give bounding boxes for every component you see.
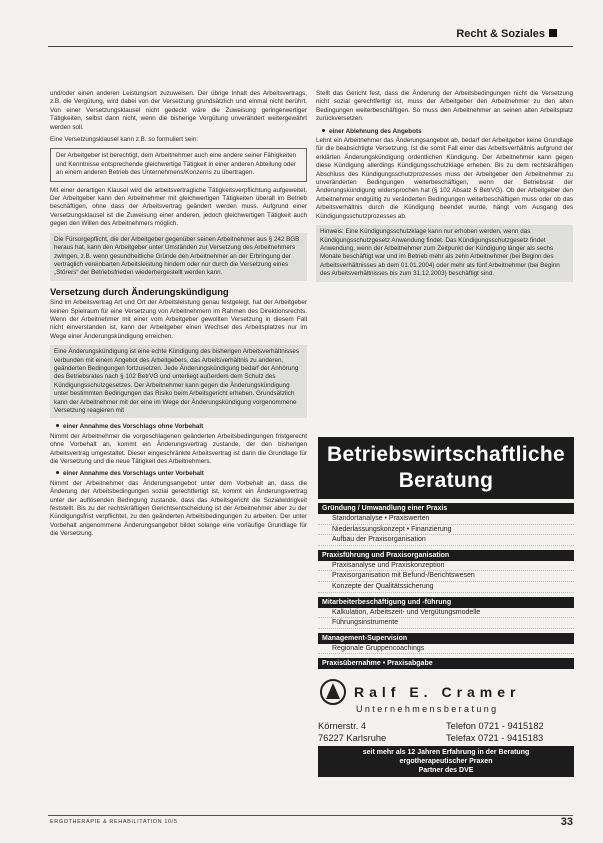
ad-item: Praxisanalyse und Praxiskonzeption xyxy=(318,561,574,572)
ad-item: Praxisorganisation mit Befund-/Berichtswesen xyxy=(318,571,574,582)
paragraph: Eine Versetzungsklausel kann z.B. so formuliert sein: xyxy=(50,136,199,144)
address-city: 76227 Karlsruhe xyxy=(318,733,387,744)
ad-section-heading: Praxisführung und Praxisorganisation xyxy=(318,550,574,561)
ad-item: Führungsinstrumente xyxy=(318,618,574,629)
ad-section xyxy=(318,658,574,669)
bullet-heading-text: einer Ablehnung des Angebots xyxy=(329,127,422,135)
section-title xyxy=(456,28,557,40)
clause-example-text: Der Arbeitgeber ist berechtigt, dem Arbeitnehmer auch eine andere seiner Fähigkeiten und Kenntnisse entsprechende gleichwertige Tätigkeit in einer anderen Abteilung oder an einem anderen Betrieb des Unternehmens/Konzerns zu übertragen. xyxy=(56,152,297,177)
ad-banner: Betriebswirtschaftliche Beratung xyxy=(318,437,574,499)
bullet-heading xyxy=(50,470,307,478)
paragraph: und/oder einen anderen Leistungsort zuzuweisen. Der übrige Inhalt des Arbeitsvertrags, z.B. die Vergütung, wird dabei von der Versetzung grundsätzlich und einmal nicht berührt. Von einer Versetzungsklausel nicht gedeckt wäre die Zuweisung geringerwertiger Tätigkeiten, selbst dann nicht, wenn die bisherige Vergütung unverändert weitergewährt werden soll. xyxy=(50,90,307,131)
ad-section-heading: Gründung / Umwandlung einer Praxis xyxy=(318,503,574,514)
ad-item: Konzepte der Qualitätssicherung xyxy=(318,582,574,593)
ad-section xyxy=(318,550,574,593)
paragraph: Nimmt der Arbeitnehmer die vorgeschlagenen geänderten Arbeitsbedingungen fristgerecht ohne Vorbehalt an, kommt ein Änderungsvertrag zustande, der den bisherigen Arbeitsvertrag umgestaltet. Dieser eingeschränkte Arbeitsvertrag ist dann die Grundlage für die Versetzung und die neue Tätigkeit des Arbeitnehmers. xyxy=(50,432,307,466)
shaded-note-text: Die Fürsorgepflicht, die der Arbeitgeber gegenüber seinen Arbeitnehmer aus § 242 BGB heraus hat, kann den Arbeitgeber unter Umständen zur Versetzung des Arbeitnehmers zwingen, z.B. wenn gesundheitliche Gründe den Arbeitnehmer an der Erbringung der vertraglich vereinbarten Arbeitsleistung hindern oder nur durch die Versetzung eines „Störers“ der Betriebsfrieden wiederhergestellt werden kann. xyxy=(54,235,300,277)
fax-number: Telefax 0721 - 9415183 xyxy=(446,733,544,744)
ad-section xyxy=(318,503,574,546)
paragraph: Sind im Arbeitsvertrag Art und Ort der Arbeitsleistung genau festgelegt, hat der Arbeitgeber keinen Spielraum für eine Versetzung von Arbeitnehmern im Rahmen des Direktionsrechts. Wenn der Arbeitnehmer mit einer vom Arbeitgeber gewollten Versetzung in diesem Fall nicht einverstanden ist, kann der Arbeitgeber einen Wechsel des Arbeitsplatzes nur im Wege einer Änderungskündigung erreichen. xyxy=(50,299,307,340)
journal-name: ERGOTHERAPIE & REHABILITATION 10/5 xyxy=(50,819,178,825)
subheading: Versetzung durch Änderungskündigung xyxy=(50,285,229,297)
bullet-heading xyxy=(316,128,573,136)
paragraph: Mit einer derartigen Klausel wird die arbeitsvertragliche Tätigkeitsverpflichtung aufgeweitet. Der Arbeitgeber kann den Arbeitnehmer mit gleichwertigen Tätigkeiten überall im Betrieb beschäftigen, ohne dass der Arbeitsvertrag geändert werden muss. Aufgrund einer Versetzungsklausel ist die Zuweisung einer anderen, jedoch gleichwertigen Tätigkeit auch gegen den Willen des Arbeitnehmers möglich. xyxy=(50,186,307,228)
ad-footer-line: seit mehr als 12 Jahren Erfahrung in der Beratung xyxy=(362,749,530,757)
bullet-icon xyxy=(56,424,59,427)
consultant-logo-icon xyxy=(318,677,348,707)
ad-footer-line: Partner des DVE xyxy=(418,767,474,775)
ad-section xyxy=(318,597,574,629)
ad-item: Aufbau der Praxisorganisation xyxy=(318,535,574,546)
ad-footer xyxy=(318,746,574,777)
shaded-note-text: Eine Änderungskündigung ist eine echte Kündigung des bisherigen Arbeitsverhältnisses verbunden mit einem Angebot des Arbeitgebers, das Arbeitsverhältnis zu anderen, geänderten Bedingungen fortzusetzen. Jede Änderungskündigung bedarf der Anhörung des Betriebsrates nach § 102 BetrVG und unterliegt außerdem dem Schutz des Kündigungsschutzgesetzes. Der Arbeitnehmer kann gegen die Änderungskündigung unter bestimmten Bedingungen das Risiko beim Arbeitsgericht erheben. Grundsätzlich kann der Arbeitnehmer mit der eine im Wege der Änderungskündigung vorgenommene Versetzung reagieren mit xyxy=(54,348,300,414)
advertisement xyxy=(318,437,574,777)
phone-number: Telefon 0721 - 9415182 xyxy=(446,721,544,732)
ad-section-heading: Mitarbeiterbeschäftigung und -führung xyxy=(318,597,574,608)
ad-section xyxy=(318,633,574,655)
bullet-icon xyxy=(56,471,59,474)
hint-box xyxy=(316,225,573,281)
shaded-note xyxy=(50,345,307,418)
ad-section-heading: Management-Supervision xyxy=(318,633,574,644)
section-title-text: Recht & Soziales xyxy=(456,28,545,40)
ad-item: Regionale Gruppencoachings xyxy=(318,644,574,655)
page-number: 33 xyxy=(560,816,573,828)
shaded-note xyxy=(50,233,307,281)
consultant-subtitle: Unternehmensberatung xyxy=(356,704,499,715)
ad-footer-line: ergotherapeutischer Praxen xyxy=(399,758,493,766)
paragraph: Nimmt der Arbeitnehmer das Änderungsangebot unter dem Vorbehalt an, dass die Änderung der Arbeitsbedingungen sozial gerechtfertigt ist, kommt ein Änderungsvertrag unter der auflösenden Bedingung zustande, dass das Arbeitsgericht die Sozialwidrigkeit feststellt. Bis zu der rechtskräftigen Gerichtsentscheidung ist der Arbeitnehmer aber zu der Kündigungsfrist verpflichtet, zu den geänderten Arbeitsbedingungen zu arbeiten. Der unter Vorbehalt angenommene Änderungsangebot bildet solange eine vorläufige Grundlage für die Versetzung. xyxy=(50,479,307,538)
bullet-icon xyxy=(322,129,325,132)
bullet-heading-text: einer Annahme des Vorschlags ohne Vorbehalt xyxy=(63,423,204,431)
left-column xyxy=(50,90,307,543)
paragraph: Lehnt ein Arbeitnehmer das Änderungsangebot ab, bedarf der Arbeitgeber keine Grundlage für die beabsichtigte Versetzung. Ist die somit Fall einer das Arbeitsverhältnis aufgrund der erklärten Änderungskündigung ordentlichen Kündigung. Der Arbeitnehmer kann gegen diese Kündigung allerdings Kündigungsschutzklage erheben. Bis zu dem rechtskräftigen Abschluss des Kündigungsschutzprozesses muss der Arbeitgeber den Arbeitnehmer zu unveränderten Bedingungen weiterbeschäftigen, wenn der Betriebsrat der Änderungskündigung widersprochen hat (§ 102 Absatz 5 BetrVG). Ob der Arbeitgeber den Arbeitnehmer endgültig zu veränderten Bedingungen weiterbeschäftigen muss oder ob das Arbeitsverhältnis durch die Kündigung beendet wurde, hängt vom Ausgang des Kündigungsschutzprozesses ab. xyxy=(316,137,573,220)
footer-rule xyxy=(48,815,573,816)
contact-block xyxy=(318,720,574,744)
header-rule xyxy=(48,46,573,47)
ad-section-heading: Praxisübernahme • Praxisabgabe xyxy=(318,658,574,669)
consultant-brand xyxy=(318,677,574,707)
paragraph: Stellt das Gericht fest, dass die Änderung der Arbeitsbedingungen nicht die Versetzung nicht sozial gerechtfertigt ist, muss der Arbeitgeber den Arbeitnehmer zu den alten Bedingungen weiterbeschäftigen. So muss den Arbeitnehmer an seinen alten Arbeitsplatz zurückversetzen. xyxy=(316,90,573,123)
ad-item: Standortanalyse • Praxiswerten xyxy=(318,514,574,525)
bullet-heading-text: einer Annahme des Vorschlags unter Vorbehalt xyxy=(63,470,204,478)
ad-item: Niederlassungskonzept • Finanzierung xyxy=(318,525,574,536)
hint-text: Hinweis: Eine Kündigungsschutzklage kann nur erhoben werden, wenn das Kündigungsschutzgesetz Anwendung findet. Das Kündigungsschutzgesetz findet Anwendung, wenn der Arbeitnehmer zum Zeitpunkt der Kündigung länger als sechs Monate beschäftigt war und im Betrieb mehr als zehn Arbeitnehmer (bei Beginn des Arbeitsverhältnisses ab dem 01.01.2004) oder mehr als fünf Arbeitnehmer (bei Beginn des Arbeitsverhältnisses bis zum 31.12.2003) beschäftigt sind. xyxy=(320,228,560,278)
ad-item: Kalkulation, Arbeitszeit- und Vergütungsmodelle xyxy=(318,608,574,619)
clause-example-box xyxy=(50,148,307,181)
address-street: Körnerstr. 4 xyxy=(318,721,367,732)
consultant-name: Ralf E. Cramer xyxy=(354,684,521,701)
right-column xyxy=(316,90,573,287)
bullet-heading xyxy=(50,423,307,431)
square-icon xyxy=(549,29,557,37)
